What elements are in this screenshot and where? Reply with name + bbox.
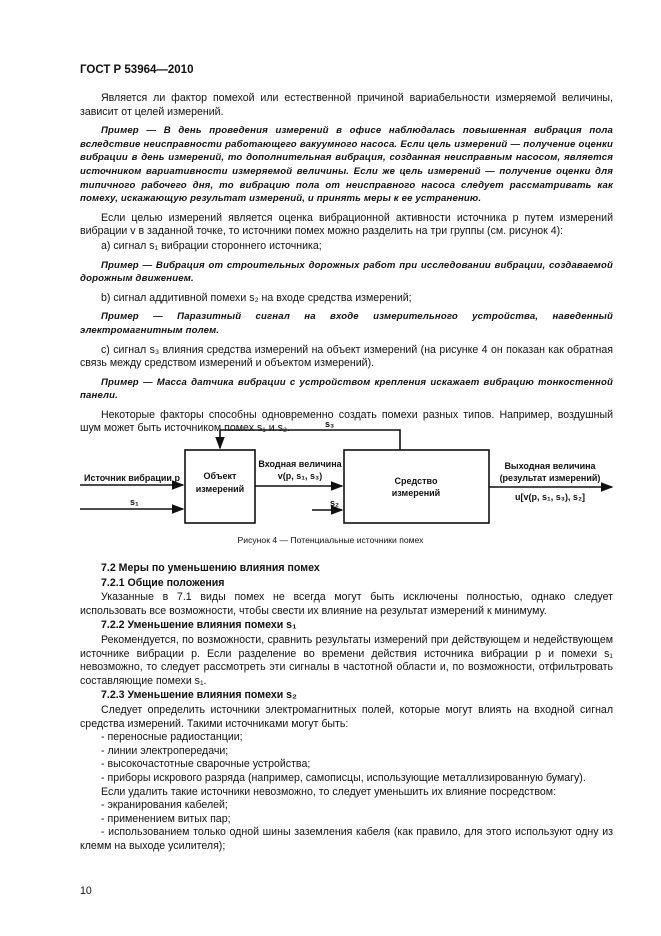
section-heading: 7.2.3 Уменьшение влияния помехи s₂: [101, 689, 297, 702]
page-number: 10: [80, 885, 92, 897]
example-paragraph: Пример — Вибрация от строительных дорожных работ при исследовании вибрации, создаваемой дорожным движением.: [80, 259, 613, 285]
example-paragraph: Пример — Масса датчика вибрации с устройством крепления искажает вибрацию тонкостенной панели.: [80, 376, 613, 402]
s3-label: s₃: [325, 419, 335, 429]
section-heading: 7.2 Меры по уменьшению влияния помех: [101, 562, 320, 574]
example-paragraph: Пример — В день проведения измерений в офисе наблюдалась повышенная вибрация пола вследствие неисправности работающего вакуумного насоса. Если цель измерений — получение оценки вибрации в день измерений, то дополнительная вибрация, созданная неисправным насосом, является источником вариативности измеряемой величины. Если же цель измерений — получение оценки для типичного рабочего дня, то вибрацию пола от неисправного насоса следует рассматривать как помеху, искажающую результат измерений, и принять меры к ее устранению.: [80, 125, 613, 205]
document-header: ГОСТ Р 53964—2010: [80, 64, 194, 76]
output-label: Выходная величина: [504, 461, 596, 471]
text-block-bottom: [80, 562, 613, 853]
list-item: - приборы искрового разряда (например, самописцы, использующие металлизированную бумагу).: [101, 771, 586, 784]
mid-label: Входная величина: [258, 459, 342, 469]
list-item: b) сигнал аддитивной помехи s₂ на входе средства измерений;: [101, 291, 412, 304]
mid-label: v(p, s₁, s₃): [277, 471, 323, 481]
box1-label: измерений: [195, 484, 245, 494]
list-item: с) сигнал s₃ влияния средства измерений на объект измерений (на рисунке 4 он показан как обратная связь между средством измерений и объектом измерений).: [80, 343, 613, 370]
box1-label: Объект: [203, 471, 237, 481]
paragraph: Некоторые факторы способны одновременно создать помехи разных типов. Например, воздушный шум может быть источником помех s₁ и s₂.: [80, 408, 613, 435]
s1-label: s₁: [130, 497, 139, 507]
box2-label: Средство: [394, 476, 438, 486]
paragraph: Рекомендуется, по возможности, сравнить результаты измерений при действующем и недействующем источнике вибрации p. Если разделение во времени действия источника вибрации p и помехи s₁ невозможно, то следует рассмотреть эти сигналы в частотной области и, по возможности, отфильтровать составляющие помехи s₁.: [80, 633, 613, 687]
figure-caption: Рисунок 4 — Потенциальные источники помех: [237, 535, 424, 545]
output-label: (результат измерений): [499, 473, 601, 483]
output-label: u[v(p, s₁, s₃), s₂]: [515, 492, 585, 502]
input-label: Источник вибрации p: [84, 473, 180, 483]
example-paragraph: Пример — Паразитный сигнал на входе измерительного устройства, наведенный электромагнитным полем.: [80, 311, 613, 336]
paragraph: Если целью измерений является оценка вибрационной активности источника p путем измерений вибрации v в заданной точке, то источники помех можно разделить на три группы (см. рисунок 4):: [80, 211, 613, 238]
s2-label: s₂: [330, 498, 340, 508]
list-item: а) сигнал s₁ вибрации стороннего источника;: [101, 239, 322, 252]
section-heading: 7.2.2 Уменьшение влияния помехи s₁: [101, 619, 297, 632]
paragraph: Указанные в 7.1 виды помех не всегда могут быть исключены полностью, однако следует использовать все возможности, чтобы свести их влияние на результат измерений к минимуму.: [80, 591, 613, 617]
feedback-arrow: [220, 430, 400, 450]
box2-label: измерений: [391, 488, 441, 498]
paragraph: Следует определить источники электромагнитных полей, которые могут влиять на входной сигнал средства измерений. Такими источниками могут быть:: [80, 703, 613, 730]
list-item: - использованием только одной шины заземления кабеля (как правило, для этого используют одну из клемм на выходе усилителя);: [80, 826, 613, 852]
paragraph: Если удалить такие источники невозможно, то следует уменьшить их влияние посредством:: [101, 785, 557, 798]
list-item: - высокочастотные сварочные устройства;: [101, 758, 311, 771]
section-heading: 7.2.1 Общие положения: [101, 576, 225, 589]
list-item: - переносные радиостанции;: [101, 731, 243, 744]
list-item: - экранирования кабелей;: [101, 799, 228, 812]
instrument-box: [344, 450, 489, 523]
list-item: - линии электропередачи;: [101, 744, 229, 757]
list-item: - применением витых пар;: [101, 812, 231, 825]
paragraph: Является ли фактор помехой или естественной причиной вариабельности измеряемой величины, зависит от целей измерений.: [80, 92, 613, 118]
